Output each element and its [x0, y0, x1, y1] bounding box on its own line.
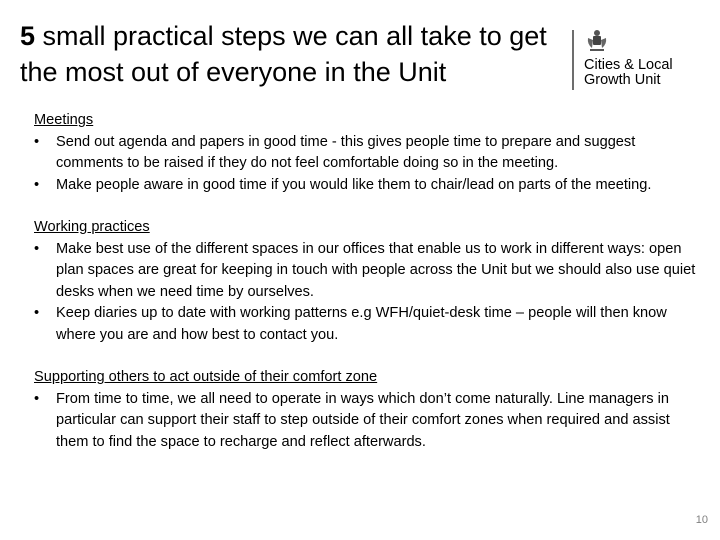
list-item-text: Send out agenda and papers in good time - this gives people time to prepare and suggest comments to be raised if they do not feel comfortable doing so in the meeting.	[56, 133, 636, 171]
list-item-text: Make best use of the different spaces in our offices that enable us to work in different ways: open plan spaces are great for keeping in touch with people across the Unit but we should also use quiet desks when we need time by ourselves.	[56, 240, 696, 300]
section-meetings	[34, 110, 698, 196]
section-heading: Supporting others to act outside of their comfort zone	[34, 369, 378, 385]
section-heading: Meetings	[34, 112, 94, 128]
list-item	[34, 132, 698, 175]
list-item	[34, 303, 698, 346]
section-working-practices	[34, 217, 698, 346]
list-item-text: Make people aware in good time if you would like them to chair/lead on parts of the meeting.	[56, 176, 652, 193]
page-number: 10	[695, 514, 708, 526]
title-number: 5	[20, 21, 36, 51]
list-item-text: From time to time, we all need to operate in ways which don’t come naturally. Line managers in particular can support their staff to step outside of their comfort zones when required and assist them to find the space to recharge and reflect afterwards.	[56, 390, 670, 450]
logo-divider	[572, 30, 574, 90]
bullet: •	[34, 305, 40, 321]
bullet: •	[34, 240, 40, 257]
list-item	[34, 175, 698, 197]
bullet: •	[34, 133, 40, 150]
content-body	[34, 110, 698, 474]
slide-title	[20, 18, 560, 90]
section-supporting-others	[34, 367, 698, 453]
logo-text-line2: Growth Unit	[584, 72, 661, 88]
title-text: small practical steps we can all take to get the most out of everyone in the Unit	[20, 21, 547, 87]
bullet: •	[34, 176, 40, 193]
list-item	[34, 389, 698, 454]
list-item	[34, 239, 698, 304]
royal-coat-of-arms-icon	[584, 28, 610, 54]
list-item-text: Keep diaries up to date with working patterns e.g WFH/quiet-desk time – people will then know where you are and how best to contact you.	[56, 305, 667, 343]
logo-text-line1: Cities & Local	[584, 57, 673, 73]
section-heading: Working practices	[34, 219, 150, 235]
bullet: •	[34, 390, 40, 407]
cities-local-growth-unit-logo	[572, 26, 692, 92]
